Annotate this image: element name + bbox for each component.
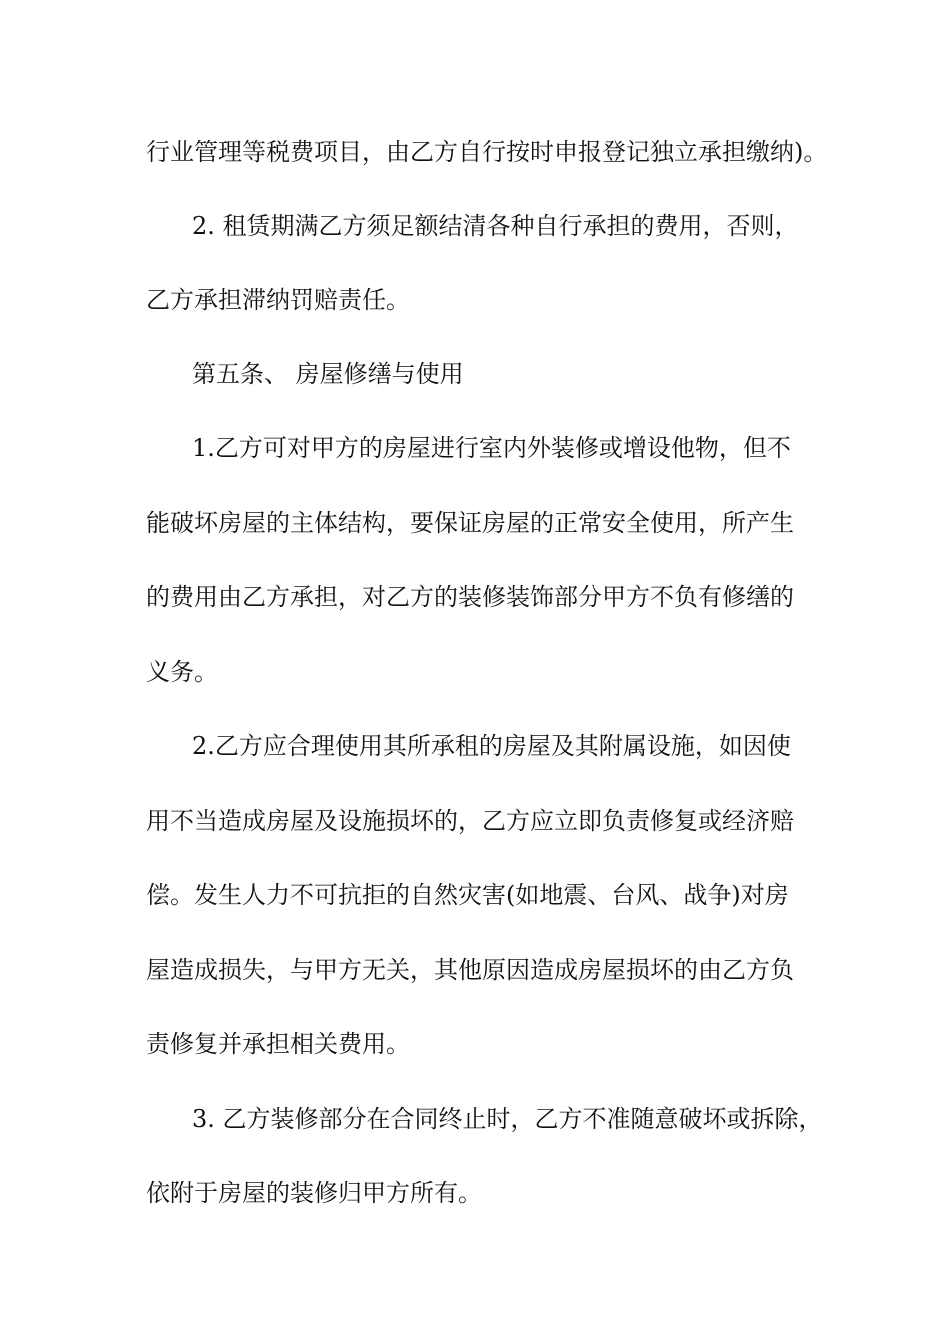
text-line-3: 乙方承担滞纳罚赔责任。: [146, 286, 410, 314]
text-line-12: 屋造成损失，与甲方无关，其他原因造成房屋损坏的由乙方负: [146, 956, 794, 984]
text-line-8: 义务。: [146, 658, 218, 686]
text-line-7: 的费用由乙方承担，对乙方的装修装饰部分甲方不负有修缮的: [146, 583, 794, 611]
text-line-10: 用不当造成房屋及设施损坏的，乙方应立即负责修复或经济赔: [146, 807, 794, 835]
text-line-5: 1.乙方可对甲方的房屋进行室内外装修或增设他物，但不: [192, 434, 791, 462]
text-line-13: 责修复并承担相关费用。: [146, 1030, 410, 1058]
text-line-11: 偿。发生人力不可抗拒的自然灾害(如地震、台风、战争)对房: [146, 881, 789, 909]
text-line-1: 行业管理等税费项目，由乙方自行按时申报登记独立承担缴纳)。: [146, 138, 828, 166]
text-line-2: 2. 租赁期满乙方须足额结清各种自行承担的费用，否则，: [192, 212, 799, 240]
text-line-15: 依附于房屋的装修归甲方所有。: [146, 1179, 482, 1207]
text-line-9: 2.乙方应合理使用其所承租的房屋及其附属设施，如因使: [192, 732, 791, 760]
text-line-6: 能破坏房屋的主体结构，要保证房屋的正常安全使用，所产生: [146, 509, 794, 537]
section-heading: 第五条、 房屋修缮与使用: [192, 360, 464, 388]
text-line-14: 3. 乙方装修部分在合同终止时，乙方不准随意破坏或拆除，: [192, 1105, 823, 1133]
